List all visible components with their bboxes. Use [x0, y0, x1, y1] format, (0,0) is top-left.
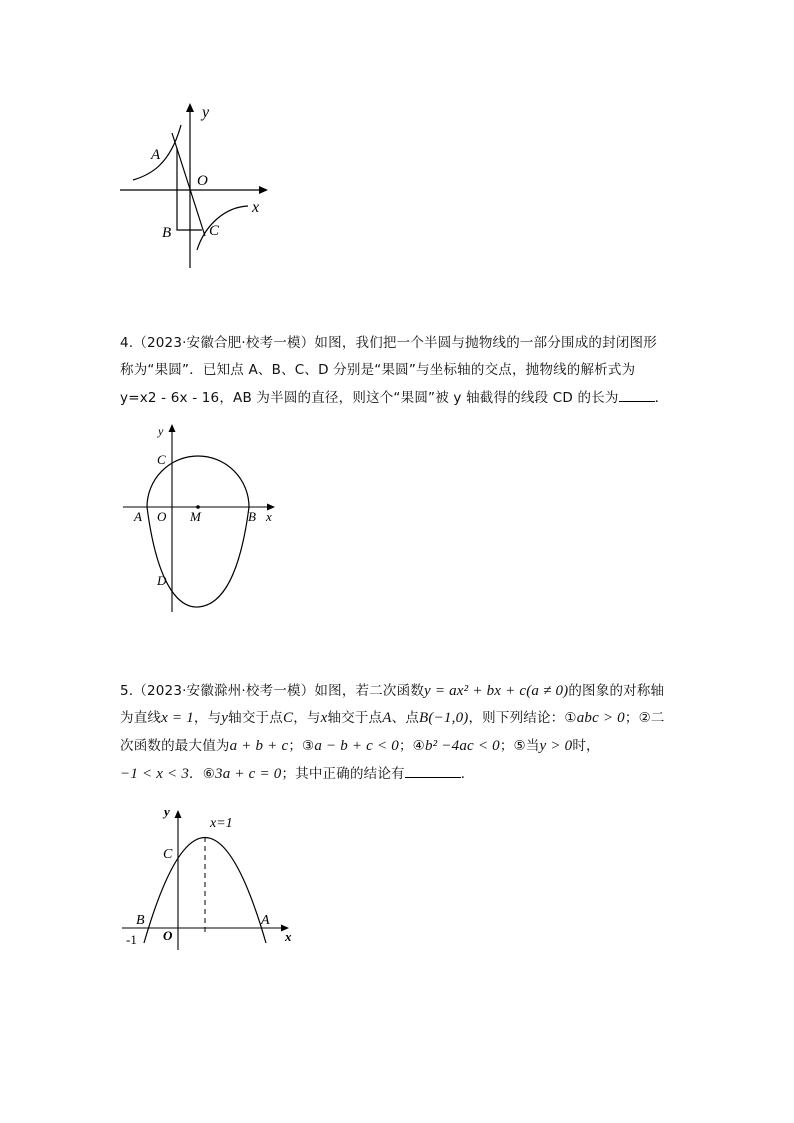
q5-line-1	[120, 679, 664, 700]
q5-l4-m2: 3a + c = 0	[215, 766, 282, 782]
label-o: O	[157, 509, 167, 524]
q5-l2-m2: y	[221, 710, 229, 726]
q5-l2-m3: C	[282, 710, 294, 726]
figure-2-fruit-circle-graph	[115, 415, 290, 620]
q5-l2-t6: 、点	[391, 710, 420, 726]
q5-l2-m6: B(−1,0)	[419, 710, 469, 726]
figure-1-hyperbola-graph	[110, 95, 290, 275]
label-y: y	[164, 804, 170, 819]
q5-l3-t2: ；③	[288, 738, 315, 754]
q5-l2-m7: abc > 0	[576, 710, 625, 726]
x-axis-arrow	[259, 186, 268, 194]
y-axis-arrow	[186, 103, 194, 112]
q5-l2-t7: ，则下列结论：①	[468, 710, 577, 726]
q5-l3-t1: 次函数的最大值为	[120, 738, 230, 754]
label-a: A	[151, 147, 161, 163]
q5-l2-t5: 轴交于点	[327, 710, 383, 726]
q5-line-2	[120, 706, 665, 727]
y-axis-arrow	[169, 424, 176, 432]
q5-line-3	[120, 734, 600, 755]
label-b: B	[162, 225, 172, 241]
q4-line-3-text: y=x2 - 6x - 16，AB 为半圆的直径，则这个“果圆”被 y 轴截得的线段 CD 的长为	[120, 390, 619, 406]
q5-l2-t8: ；②二	[624, 710, 665, 726]
q5-l2-t2: ，与	[193, 710, 222, 726]
label-m: M	[190, 509, 201, 524]
q4-line-3	[120, 386, 668, 406]
q5-l2-t1: 为直线	[120, 710, 162, 726]
q5-l3-t4: ；⑤当	[499, 738, 540, 754]
label-b: B	[136, 913, 145, 928]
q4-line-2: 称为“果圆”．已知点 A、B、C、D 分别是“果圆”与坐标轴的交点，抛物线的解析式为	[120, 362, 636, 378]
q5-l1-math-1: y = ax² + bx + c(a ≠ 0)	[424, 683, 569, 699]
q5-l2-t4: ，与	[293, 710, 321, 726]
q5-l2-m5: A	[382, 710, 392, 726]
label-symmetry-axis: x=1	[210, 816, 233, 831]
q5-l4-t3: ．	[460, 766, 475, 782]
q5-l3-t5: 时，	[572, 738, 600, 754]
q5-l2-m1: x = 1	[161, 710, 194, 726]
q5-l1-text-1: 5.（2023·安徽滁州·校考一模）如图，若二次函数	[120, 683, 425, 699]
label-c: C	[157, 452, 166, 467]
label-y: y	[202, 104, 210, 121]
label-neg-one: -1	[126, 932, 137, 947]
label-o: O	[163, 928, 173, 943]
y-axis-arrow	[175, 810, 182, 818]
answer-blank-q4	[619, 389, 655, 402]
q5-l3-t3: ；④	[398, 738, 425, 754]
q4-line-3-end: ．	[654, 390, 669, 406]
label-d: D	[157, 573, 167, 588]
label-b: B	[248, 509, 256, 524]
q4-line-1: 4.（2023·安徽合肥·校考一模）如图，我们把一个半圆与抛物线的一部分围成的封闭图形	[120, 335, 657, 351]
hyperbola-branch-right	[197, 206, 248, 250]
q5-l2-m4: x	[320, 710, 328, 726]
label-c: C	[163, 847, 173, 862]
q5-l4-t1: ．⑥	[189, 766, 216, 782]
label-y: y	[158, 424, 164, 438]
figure-3-parabola-graph	[115, 800, 300, 955]
label-x: x	[252, 199, 260, 216]
q5-l4-t2: ；其中正确的结论有	[281, 766, 405, 782]
label-x: x	[266, 509, 272, 524]
answer-blank-q5	[405, 765, 461, 778]
q5-line-4	[120, 762, 474, 783]
q5-l3-m3: b² −4ac < 0	[424, 738, 500, 754]
q5-l3-m4: y > 0	[539, 738, 573, 754]
label-a: A	[261, 913, 270, 928]
label-c: C	[209, 223, 220, 239]
q5-l3-m2: a − b + c < 0	[314, 738, 399, 754]
q5-l3-m1: a + b + c	[229, 738, 289, 754]
q5-l4-m1: −1 < x < 3	[120, 766, 190, 782]
q5-l2-t3: 轴交于点	[228, 710, 283, 726]
label-a: A	[134, 509, 142, 524]
label-o: O	[197, 173, 208, 189]
label-x: x	[285, 929, 292, 944]
q5-l1-text-2: 的图象的对称轴	[568, 683, 665, 699]
